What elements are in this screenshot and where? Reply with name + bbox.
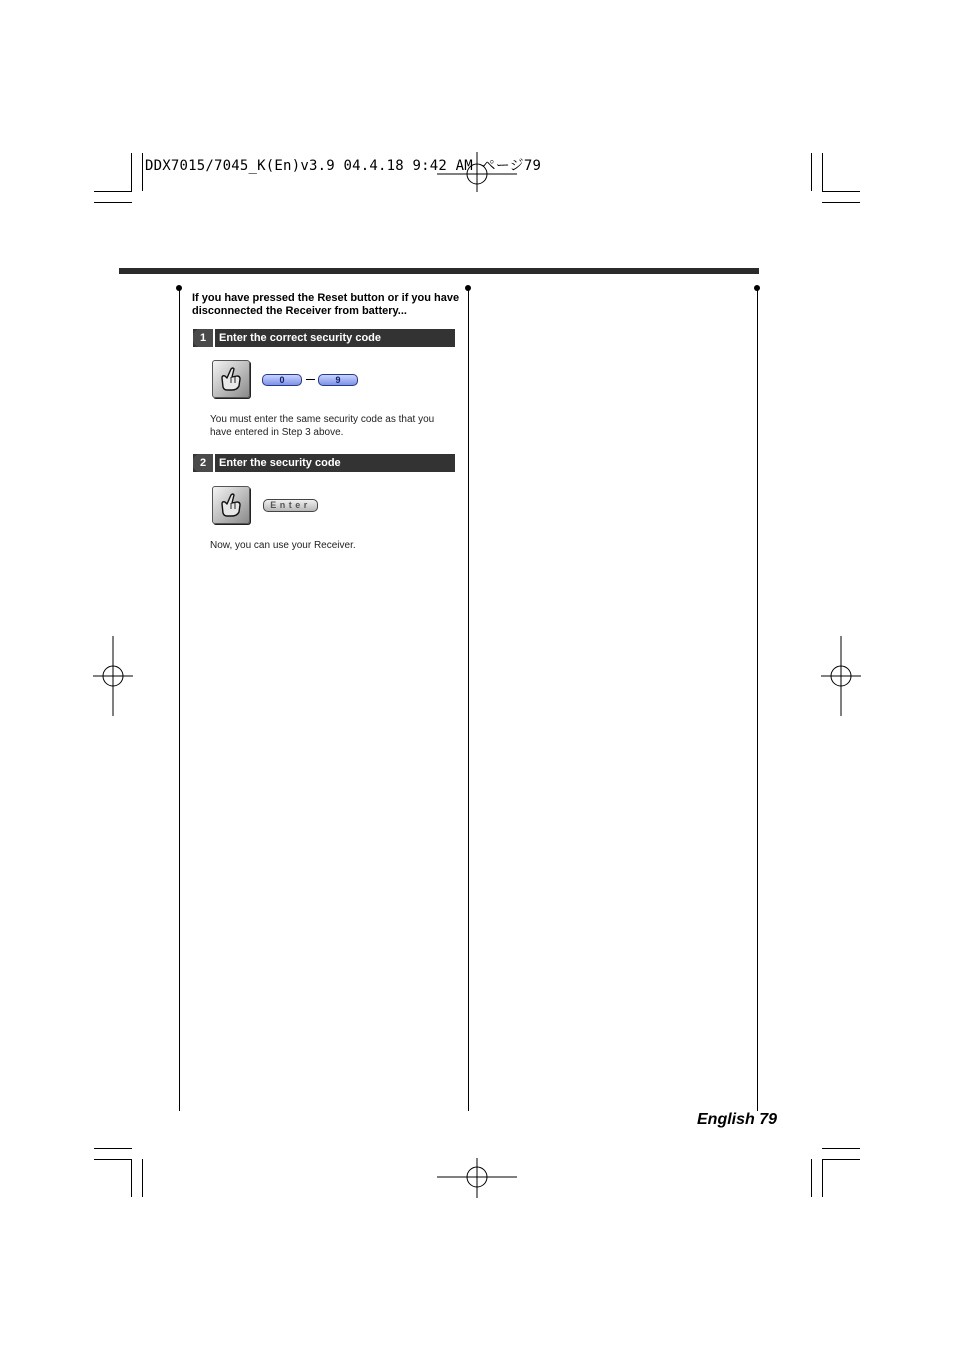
crop-mark bbox=[822, 1159, 823, 1197]
column-line bbox=[179, 288, 180, 1111]
step-1-header bbox=[193, 329, 455, 347]
intro-heading: If you have pressed the Reset button or if you have disconnected the Receiver from battery... bbox=[192, 292, 460, 317]
crop-mark bbox=[811, 153, 812, 191]
crop-mark bbox=[822, 191, 860, 192]
crop-mark bbox=[822, 153, 823, 191]
crop-mark bbox=[822, 202, 860, 203]
registration-mark-icon bbox=[93, 636, 133, 716]
crop-mark bbox=[811, 1159, 812, 1197]
crop-mark bbox=[822, 1148, 860, 1149]
step-2-header bbox=[193, 454, 455, 472]
registration-mark-icon bbox=[437, 1158, 517, 1198]
print-header: DDX7015/7045_K(En)v3.9 04.4.18 9:42 AM ページ79 bbox=[145, 158, 542, 174]
crop-mark bbox=[131, 153, 132, 191]
crop-mark bbox=[94, 191, 132, 192]
crop-mark bbox=[94, 1159, 132, 1160]
step-2-note: Now, you can use your Receiver. bbox=[210, 540, 356, 551]
key-9-button[interactable]: 9 bbox=[318, 374, 358, 386]
touch-hand-icon bbox=[212, 360, 250, 398]
touch-hand-icon bbox=[212, 486, 250, 524]
top-rule bbox=[119, 268, 759, 274]
column-line bbox=[468, 288, 469, 1111]
enter-button[interactable]: Enter bbox=[263, 499, 318, 512]
crop-mark bbox=[822, 1159, 860, 1160]
step-title: Enter the correct security code bbox=[219, 332, 382, 344]
crop-mark bbox=[142, 1159, 143, 1197]
crop-mark bbox=[94, 202, 132, 203]
step-number: 2 bbox=[193, 454, 215, 472]
step-title: Enter the security code bbox=[219, 457, 341, 469]
step-1-note: You must enter the same security code as that you have entered in Step 3 above. bbox=[210, 414, 435, 438]
crop-mark bbox=[94, 1148, 132, 1149]
step-number: 1 bbox=[193, 329, 215, 347]
key-0-button[interactable]: 0 bbox=[262, 374, 302, 386]
page-footer: English 79 bbox=[697, 1111, 778, 1128]
range-dash bbox=[306, 379, 315, 380]
registration-mark-icon bbox=[821, 636, 861, 716]
column-line bbox=[757, 288, 758, 1111]
crop-mark bbox=[131, 1159, 132, 1197]
crop-mark bbox=[142, 153, 143, 191]
